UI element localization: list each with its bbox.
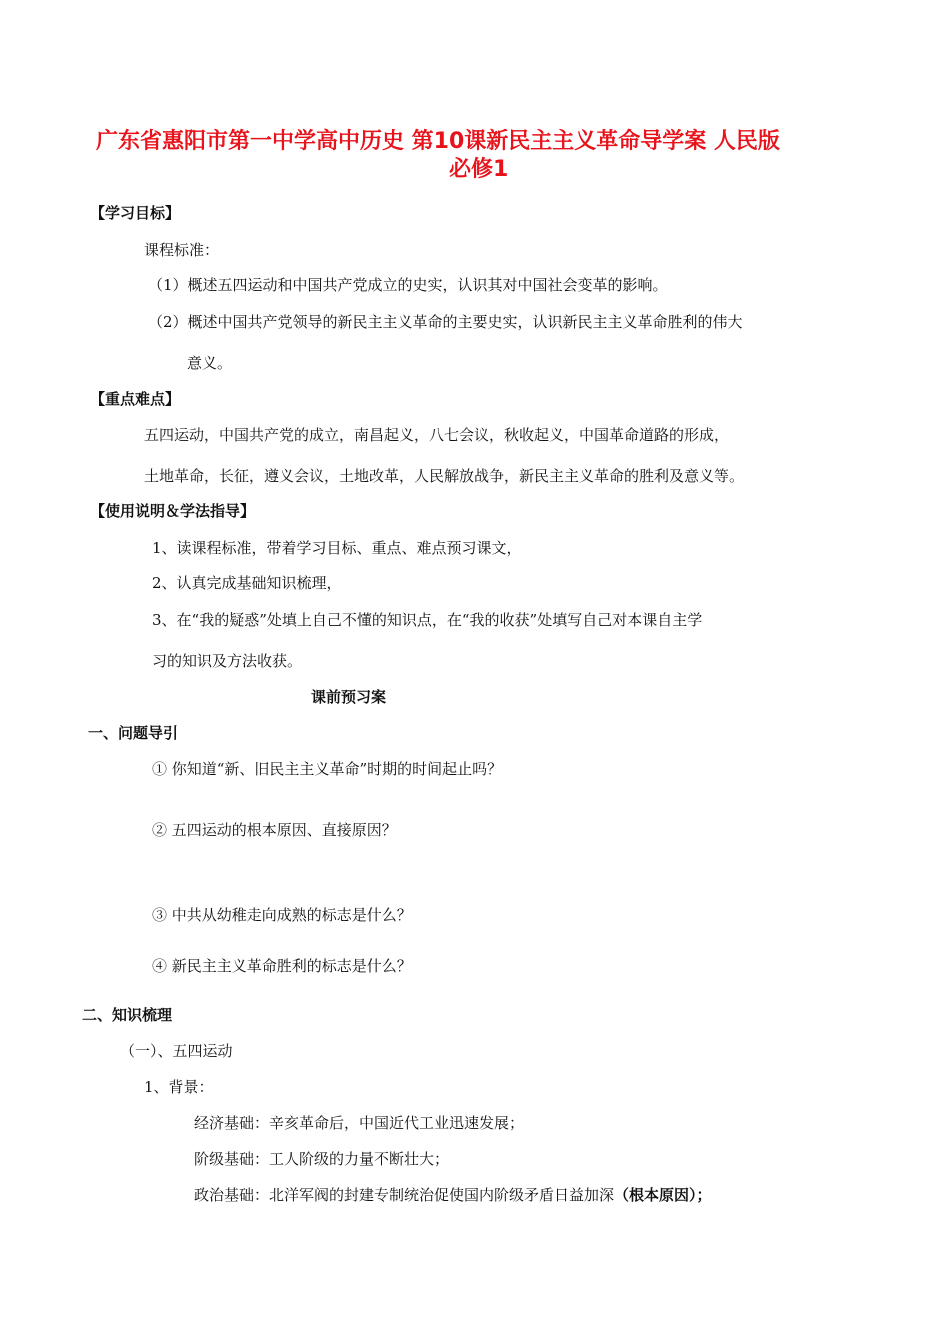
goal-item-2: （2）概述中国共产党领导的新民主主义革命的主要史实，认识新民主主义革命胜利的伟大 [148, 313, 743, 331]
preview-heading: 课前预习案 [311, 688, 387, 706]
section-heading-guide: 【使用说明＆学法指导】 [90, 502, 256, 520]
guide-item-3: 3、在“我的疑惑”处填上自己不懂的知识点，在“我的收获”处填写自己对本课自主学 [152, 611, 703, 629]
guide-item-2: 2、认真完成基础知识梳理， [152, 574, 342, 592]
question-1: ① 你知道“新、旧民主主义革命”时期的时间起止吗？ [152, 760, 503, 778]
goal-item-2-continued: 意义。 [187, 354, 233, 372]
section-heading-questions: 一、问题导引 [88, 724, 179, 742]
class-basis: 阶级基础：工人阶级的力量不断壮大； [194, 1150, 450, 1168]
background-label: 1、背景： [144, 1078, 214, 1096]
document-title-line1: 广东省惠阳市第一中学高中历史 第10课新民主主义革命导学案 人民版 [96, 129, 780, 154]
section-heading-knowledge: 二、知识梳理 [82, 1006, 173, 1024]
guide-item-1: 1、读课程标准，带着学习目标、重点、难点预习课文， [152, 539, 522, 557]
political-basis [194, 1184, 712, 1205]
question-2: ② 五四运动的根本原因、直接原因？ [152, 821, 397, 839]
knowledge-subheading-may-fourth: （一）、五四运动 [120, 1042, 233, 1060]
document-title-line2: 必修1 [449, 157, 509, 182]
economic-basis: 经济基础：辛亥革命后，中国近代工业迅速发展； [194, 1114, 525, 1132]
question-4: ④ 新民主主义革命胜利的标志是什么？ [152, 957, 412, 975]
guide-item-3-continued: 习的知识及方法收获。 [152, 652, 303, 670]
section-heading-goals: 【学习目标】 [90, 204, 181, 222]
key-points-line-2: 土地革命，长征，遵义会议，土地改革，人民解放战争，新民主主义革命的胜利及意义等。 [144, 467, 745, 485]
root-cause-note: （根本原因）； [614, 1186, 712, 1204]
key-points-line-1: 五四运动，中国共产党的成立，南昌起义，八七会议，秋收起义，中国革命道路的形成， [144, 426, 730, 444]
political-basis-text: 政治基础：北洋军阀的封建专制统治促使国内阶级矛盾日益加深 [194, 1186, 615, 1204]
goal-item-1: （1）概述五四运动和中国共产党成立的史实，认识其对中国社会变革的影响。 [148, 276, 668, 294]
question-3: ③ 中共从幼稚走向成熟的标志是什么？ [152, 906, 412, 924]
course-standard-label: 课程标准： [144, 241, 220, 259]
section-heading-key-points: 【重点难点】 [90, 390, 181, 408]
